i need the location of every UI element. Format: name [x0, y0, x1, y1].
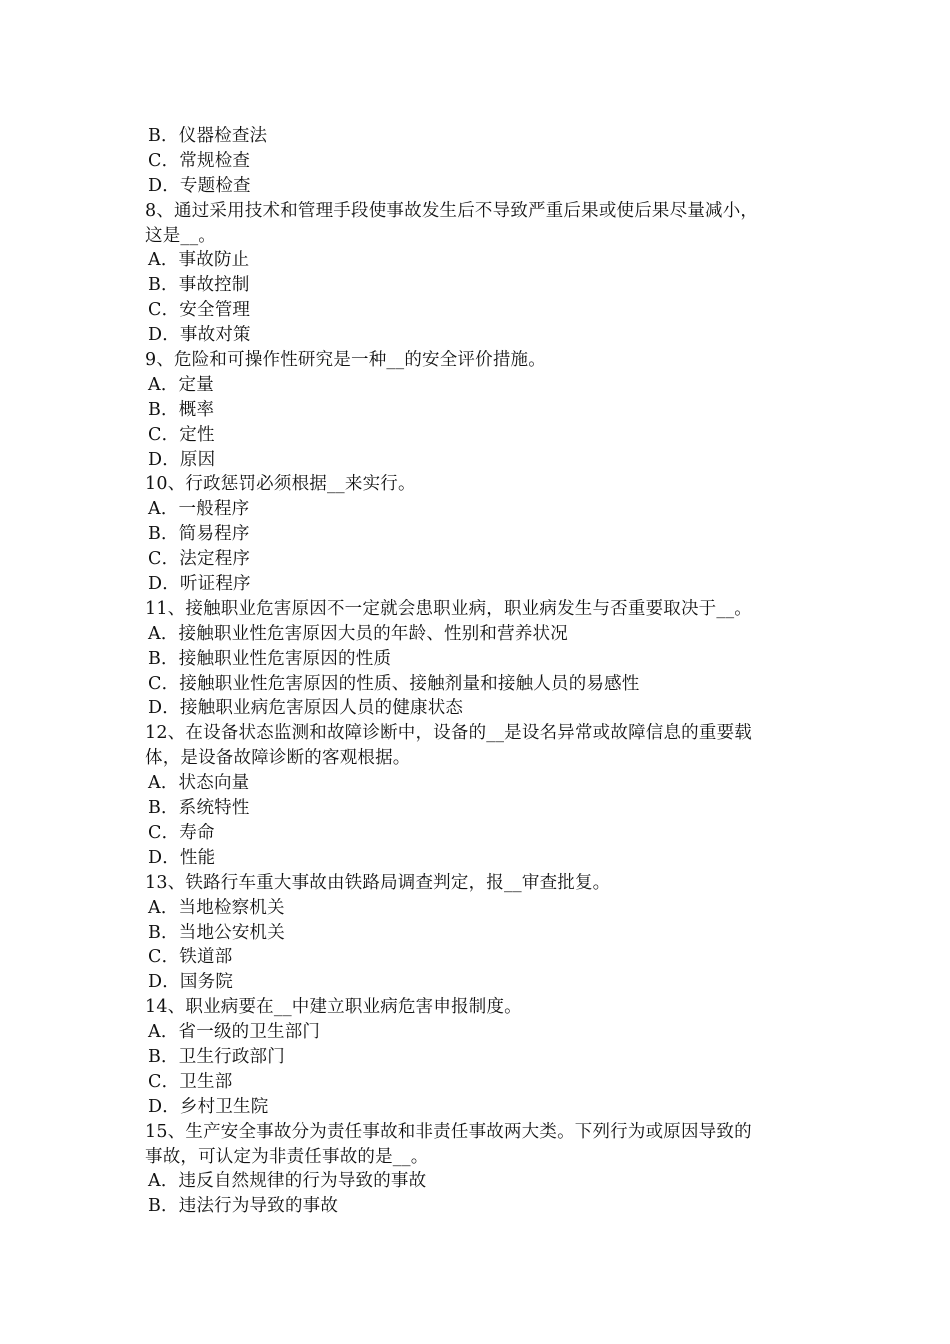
answer-option-line: A．当地检察机关 — [148, 897, 285, 918]
answer-option-line: C．卫生部 — [148, 1071, 233, 1092]
answer-option-line: C．定性 — [148, 424, 215, 445]
question-text-line: 10、行政惩罚必须根据__来实行。 — [145, 474, 416, 495]
question-text-line: 14、职业病要在__中建立职业病危害申报制度。 — [145, 997, 522, 1018]
question-text-line: 8、通过采用技术和管理手段使事故发生后不导致严重后果或使后果尽量减小， — [145, 200, 759, 221]
answer-option-line: B．卫生行政部门 — [148, 1046, 285, 1067]
answer-option-line: D．国务院 — [148, 972, 234, 993]
answer-option-line: C．接触职业性危害原因的性质、接触剂量和接触人员的易感性 — [148, 673, 640, 694]
answer-option-line: D．性能 — [148, 847, 216, 868]
answer-option-line: A．状态向量 — [148, 773, 250, 794]
answer-option-line: A．省一级的卫生部门 — [148, 1022, 321, 1043]
answer-option-line: A．定量 — [148, 374, 214, 395]
answer-option-line: A．事故防止 — [148, 250, 250, 271]
question-text-line: 事故，可认定为非责任事故的是__。 — [145, 1146, 429, 1167]
answer-option-line: C．法定程序 — [148, 549, 251, 570]
question-text-line: 9、危险和可操作性研究是一种__的安全评价措施。 — [145, 350, 546, 371]
answer-option-line: C．安全管理 — [148, 300, 251, 321]
question-text-line: 13、铁路行车重大事故由铁路局调查判定，报__审查批复。 — [145, 872, 611, 893]
answer-option-line: C．寿命 — [148, 822, 215, 843]
answer-option-line: D．乡村卫生院 — [148, 1096, 269, 1117]
document-body — [145, 124, 815, 1219]
answer-option-line: B．简易程序 — [148, 524, 250, 545]
answer-option-line: A．违反自然规律的行为导致的事故 — [148, 1171, 427, 1192]
answer-option-line: B．系统特性 — [148, 798, 250, 819]
answer-option-line: C．常规检查 — [148, 150, 251, 171]
answer-option-line: D．专题检查 — [148, 175, 251, 196]
answer-option-line: A．一般程序 — [148, 499, 250, 520]
answer-option-line: B．接触职业性危害原因的性质 — [148, 648, 392, 669]
answer-option-line: B．概率 — [148, 399, 215, 420]
answer-option-line: B．违法行为导致的事故 — [148, 1196, 339, 1217]
answer-option-line: A．接触职业性危害原因大员的年龄、性别和营养状况 — [148, 623, 568, 644]
answer-option-line: D．事故对策 — [148, 325, 251, 346]
answer-option-line: C．铁道部 — [148, 947, 233, 968]
question-text-line: 15、生产安全事故分为责任事故和非责任事故两大类。下列行为或原因导致的 — [145, 1121, 752, 1142]
answer-option-line: D．接触职业病危害原因人员的健康状态 — [148, 698, 464, 719]
question-text-line: 11、接触职业危害原因不一定就会患职业病，职业病发生与否重要取决于__。 — [145, 598, 752, 619]
question-text-line: 12、在设备状态监测和故障诊断中，设备的__是设名异常或故障信息的重要载 — [145, 723, 752, 744]
answer-option-line: D．原因 — [148, 449, 216, 470]
answer-option-line: B．当地公安机关 — [148, 922, 285, 943]
answer-option-line: D．听证程序 — [148, 574, 251, 595]
question-text-line: 这是__。 — [145, 225, 216, 246]
answer-option-line: B．仪器检查法 — [148, 126, 268, 146]
question-text-line: 体，是设备故障诊断的客观根据。 — [145, 748, 411, 769]
answer-option-line: B．事故控制 — [148, 275, 250, 296]
